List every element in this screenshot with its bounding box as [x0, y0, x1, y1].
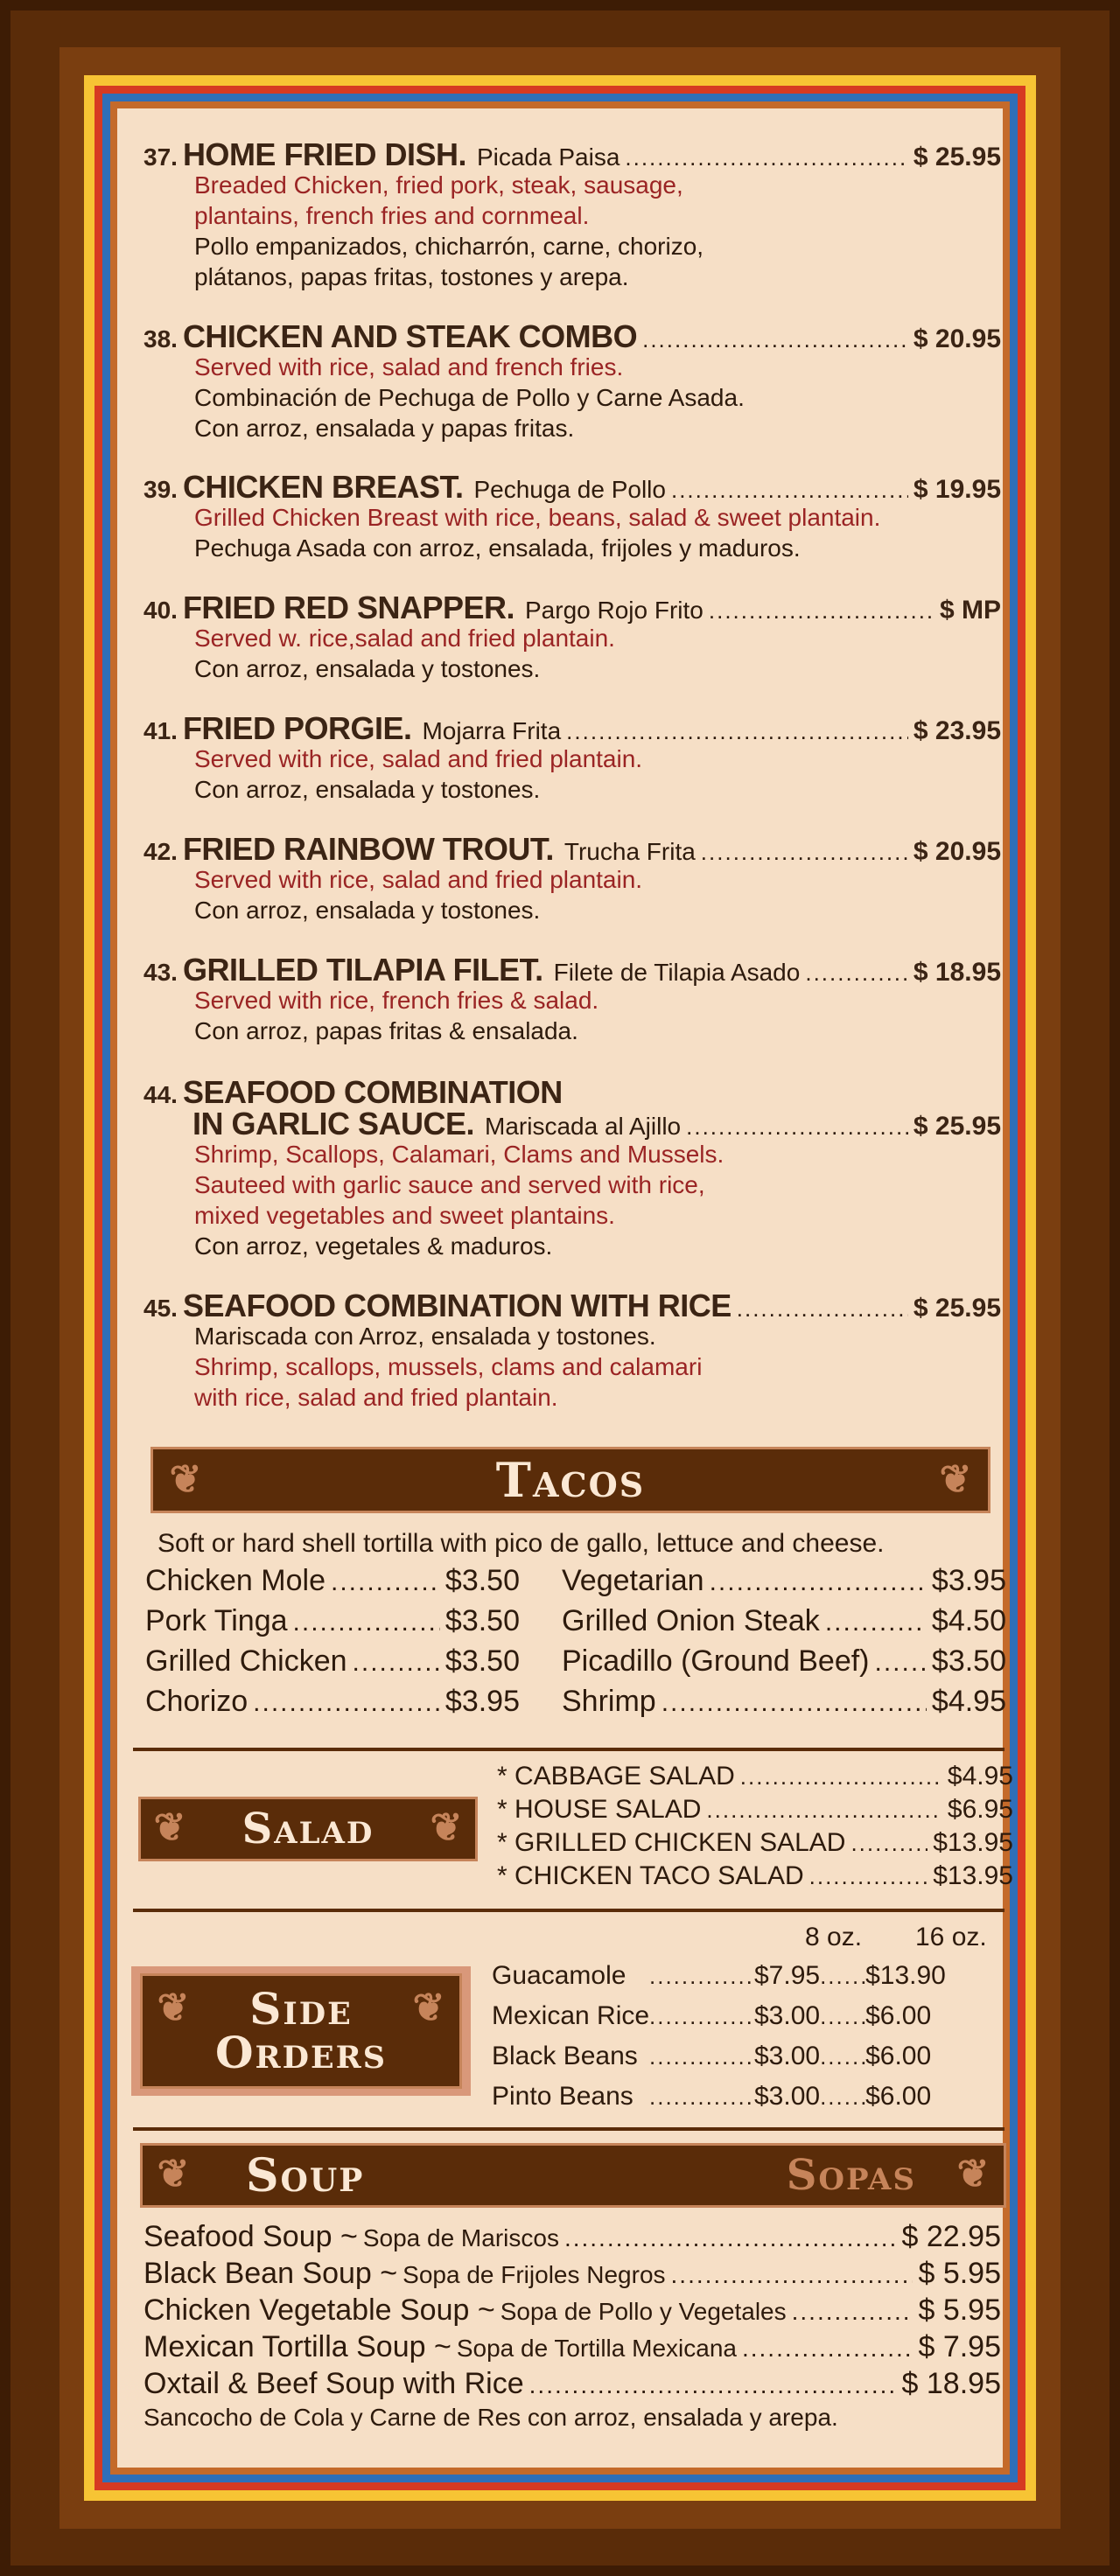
item-header	[144, 831, 1001, 867]
taco-item	[562, 1564, 1006, 1598]
item-name: IN GARLIC SAUCE.	[192, 1106, 475, 1141]
item-description-en: mixed vegetables and sweet plantains.	[194, 1202, 615, 1229]
item-number: 40.	[144, 597, 178, 624]
taco-name: Chicken Mole	[145, 1564, 326, 1597]
menu-item	[144, 952, 1006, 1046]
leader-dots	[809, 1863, 928, 1890]
item-description-es: Con arroz, papas fritas & ensalada.	[194, 1017, 578, 1044]
soup-spanish-name: Sopa de Frijoles Negros	[402, 2261, 666, 2288]
item-name: CHICKEN AND STEAK COMBO	[182, 318, 638, 354]
item-number: 43.	[144, 959, 178, 986]
menu-item	[144, 136, 1006, 292]
side-order-item	[492, 2082, 931, 2112]
item-number: 39.	[144, 476, 178, 503]
soup-footer-note: Sancocho de Cola y Carne de Res con arroz, ensalada y arepa.	[144, 2404, 838, 2431]
leader-dots	[737, 1295, 908, 1323]
leader-dots	[642, 326, 908, 353]
item-header	[144, 590, 1001, 623]
salad-item	[497, 1861, 1013, 1891]
ornament-icon: ❦	[956, 2152, 990, 2196]
item-number: 38.	[144, 325, 178, 353]
salad-price: $6.95	[947, 1795, 1013, 1824]
side-price-8oz: $7.95	[754, 1961, 821, 1990]
ornament-icon: ❦	[430, 1805, 463, 1850]
salad-name: * GRILLED CHICKEN SALAD	[497, 1828, 846, 1857]
item-header	[144, 710, 1001, 746]
taco-price: $3.50	[444, 1604, 520, 1637]
side-orders-banner	[140, 1973, 462, 2089]
taco-price: $3.50	[444, 1644, 520, 1678]
side-price-16oz: $6.00	[865, 2082, 932, 2111]
item-name: FRIED RED SNAPPER.	[182, 590, 514, 625]
taco-price: $3.50	[444, 1564, 520, 1597]
ornament-icon: ❦	[169, 1457, 202, 1502]
side-price-16oz: $6.00	[865, 2001, 932, 2030]
item-number: 45.	[144, 1295, 178, 1322]
side-name: Black Beans	[492, 2042, 638, 2070]
taco-name: Grilled Chicken	[145, 1644, 347, 1678]
item-header	[144, 952, 1001, 988]
item-header	[144, 469, 1001, 505]
tacos-subtitle: Soft or hard shell tortilla with pico de gallo, lettuce and cheese.	[158, 1529, 885, 1558]
leader-dots	[701, 839, 908, 866]
salad-name: * HOUSE SALAD	[497, 1795, 702, 1824]
soup-title-es: Sopas	[786, 2151, 916, 2200]
item-number: 41.	[144, 717, 178, 744]
item-description-es: Combinación de Pechuga de Pollo y Carne Asada.	[194, 384, 745, 411]
soup-item	[144, 2367, 1001, 2401]
item-price: $ MP	[939, 596, 1001, 625]
salad-item	[497, 1828, 1013, 1858]
taco-name: Pork Tinga	[145, 1604, 288, 1637]
taco-item	[145, 1685, 520, 1719]
leader-dots	[625, 144, 908, 171]
salad-name: * CABBAGE SALAD	[497, 1762, 735, 1791]
salad-item	[497, 1762, 1013, 1791]
item-description-es: Pechuga Asada con arroz, ensalada, frijoles y maduros.	[194, 534, 801, 562]
item-description-en: Served with rice, salad and fried plantain.	[194, 745, 643, 772]
item-description-en: Shrimp, Scallops, Calamari, Clams and Mussels.	[194, 1141, 724, 1168]
item-spanish-name: Filete de Tilapia Asado	[553, 959, 801, 986]
salad-banner	[138, 1797, 478, 1861]
leader-dots	[875, 1648, 927, 1678]
soup-banner	[140, 2143, 1006, 2208]
item-spanish-name: Mariscada al Ajillo	[485, 1113, 682, 1140]
leader-dots	[740, 1763, 942, 1791]
leader-dots	[649, 2043, 754, 2070]
soup-item	[144, 2293, 1001, 2328]
salad-title: Salad	[242, 1805, 374, 1853]
soup-spanish-name: Sopa de Mariscos	[362, 2224, 559, 2251]
ornament-icon: ❦	[153, 1805, 186, 1850]
soup-item	[144, 2257, 1001, 2291]
soup-price: $ 22.95	[901, 2220, 1001, 2253]
divider	[133, 1748, 1004, 1751]
taco-price: $3.95	[931, 1564, 1006, 1597]
item-name: SEAFOOD COMBINATION WITH RICE	[182, 1288, 732, 1323]
side-order-item	[492, 2001, 931, 2031]
leader-dots	[709, 597, 934, 625]
item-number: 42.	[144, 838, 178, 865]
soup-title: Soup	[246, 2148, 365, 2203]
leader-dots	[293, 1608, 440, 1637]
ornament-icon: ❦	[157, 1986, 190, 2030]
soup-name: Oxtail & Beef Soup with Rice	[144, 2367, 524, 2400]
item-description-en: Breaded Chicken, fried pork, steak, sausage,	[194, 171, 683, 199]
item-spanish-name: Pargo Rojo Frito	[525, 597, 704, 624]
item-description-en: Served with rice, french fries & salad.	[194, 987, 599, 1014]
soup-price: $ 18.95	[901, 2367, 1001, 2400]
item-price: $ 19.95	[913, 475, 1001, 504]
item-spanish-name: Pechuga de Pollo	[473, 476, 666, 503]
leader-dots	[649, 2084, 754, 2111]
item-description-es: Con arroz, vegetales & maduros.	[194, 1232, 553, 1260]
soup-spanish-name: Sopa de Tortilla Mexicana	[456, 2335, 737, 2362]
item-description-es: Mariscada con Arroz, ensalada y tostones.	[194, 1323, 656, 1350]
taco-item	[562, 1685, 1006, 1719]
divider	[133, 1909, 1004, 1912]
side-name: Mexican Rice	[492, 2001, 650, 2030]
leader-dots	[820, 2084, 865, 2111]
tacos-title: Tacos	[495, 1452, 646, 1508]
item-description-es: Con arroz, ensalada y tostones.	[194, 655, 541, 682]
taco-item	[145, 1604, 520, 1638]
taco-name: Picadillo (Ground Beef)	[562, 1644, 870, 1678]
soup-item	[144, 2330, 1001, 2364]
menu-item	[144, 469, 1006, 563]
leader-dots	[671, 477, 908, 504]
leader-dots	[825, 1608, 927, 1637]
side-orders-title: Orders	[214, 2027, 388, 2078]
item-header	[144, 136, 1001, 170]
soup-price: $ 5.95	[918, 2257, 1001, 2290]
side-price-8oz: $3.00	[754, 2042, 821, 2070]
ornament-icon: ❦	[412, 1986, 445, 2030]
leader-dots	[331, 1567, 440, 1597]
leader-dots	[353, 1648, 440, 1678]
item-spanish-name: Trucha Frita	[564, 838, 696, 865]
soup-name: Black Bean Soup ~	[144, 2257, 398, 2290]
item-number: 37.	[144, 143, 178, 171]
taco-price: $4.95	[931, 1685, 1006, 1718]
leader-dots	[710, 1567, 927, 1597]
item-price: $ 23.95	[913, 716, 1001, 745]
item-number: 44.	[144, 1081, 178, 1108]
taco-name: Chorizo	[145, 1685, 248, 1718]
soup-name: Chicken Vegetable Soup ~	[144, 2293, 495, 2327]
item-description-es: Con arroz, ensalada y tostones.	[194, 776, 541, 803]
side-name: Guacamole	[492, 1961, 626, 1990]
item-description-es: plátanos, papas fritas, tostones y arepa.	[194, 263, 629, 290]
side-price-8oz: $3.00	[754, 2001, 821, 2030]
leader-dots	[529, 2371, 897, 2399]
item-description-es: Pollo empanizados, chicharrón, carne, chorizo,	[194, 233, 704, 260]
item-spanish-name: Picada Paisa	[476, 143, 620, 171]
taco-item	[145, 1644, 520, 1679]
item-description-en: Shrimp, scallops, mussels, clams and calamari	[194, 1353, 703, 1380]
item-description-en: Served with rice, salad and fried plantain.	[194, 866, 643, 893]
taco-item	[562, 1604, 1006, 1638]
item-header	[144, 318, 1001, 352]
salad-name: * CHICKEN TACO SALAD	[497, 1861, 804, 1890]
item-description-en: plantains, french fries and cornmeal.	[194, 202, 590, 229]
item-description-en: Served w. rice,salad and fried plantain.	[194, 625, 615, 652]
taco-price: $4.50	[931, 1604, 1006, 1637]
item-description-es: Con arroz, ensalada y papas fritas.	[194, 415, 575, 442]
side-price-16oz: $13.90	[865, 1961, 946, 1990]
side-price-8oz: $3.00	[754, 2082, 821, 2111]
menu-item-44	[144, 1074, 1006, 1261]
item-name: FRIED RAINBOW TROUT.	[182, 831, 554, 867]
taco-item	[562, 1644, 1006, 1679]
soup-item	[144, 2220, 1001, 2254]
side-name: Pinto Beans	[492, 2082, 634, 2111]
size-header-8oz: 8 oz.	[805, 1923, 863, 1951]
menu-item	[144, 590, 1006, 684]
tacos-banner	[150, 1447, 990, 1513]
leader-dots	[253, 1688, 440, 1718]
soup-name: Seafood Soup ~	[144, 2220, 358, 2253]
ornament-icon: ❦	[939, 1457, 972, 1502]
soup-name: Mexican Tortilla Soup ~	[144, 2330, 452, 2363]
item-description-en: Grilled Chicken Breast with rice, beans, salad & sweet plantain.	[194, 504, 881, 531]
item-price: $ 18.95	[913, 958, 1001, 987]
item-description-en: Served with rice, salad and french fries.	[194, 353, 624, 380]
leader-dots	[686, 1113, 908, 1141]
side-orders-title: Side	[249, 1983, 353, 2035]
divider	[133, 2127, 1004, 2131]
taco-price: $3.95	[444, 1685, 520, 1718]
side-order-item	[492, 1961, 946, 1991]
leader-dots	[805, 960, 908, 987]
menu-item	[144, 710, 1006, 805]
menu-item	[144, 318, 1006, 443]
taco-name: Shrimp	[562, 1685, 656, 1718]
salad-price: $13.95	[933, 1861, 1013, 1890]
leader-dots	[706, 1797, 942, 1824]
leader-dots	[649, 2003, 754, 2030]
item-price: $ 20.95	[913, 837, 1001, 866]
ornament-icon: ❦	[157, 2152, 190, 2196]
side-price-16oz: $6.00	[865, 2042, 932, 2070]
leader-dots	[820, 2043, 865, 2070]
item-description-en: with rice, salad and fried plantain.	[194, 1384, 558, 1411]
menu-item-45	[144, 1288, 1006, 1413]
item-price: $ 25.95	[913, 1294, 1001, 1323]
item-price: $ 25.95	[913, 1112, 1001, 1141]
leader-dots	[742, 2335, 914, 2363]
soup-price: $ 5.95	[918, 2293, 1001, 2327]
leader-dots	[564, 2224, 897, 2252]
item-price: $ 20.95	[913, 325, 1001, 353]
leader-dots	[820, 2003, 865, 2030]
item-name: CHICKEN BREAST.	[182, 469, 464, 505]
item-name: HOME FRIED DISH.	[182, 136, 466, 172]
menu-item	[144, 831, 1006, 925]
leader-dots	[820, 1963, 865, 1990]
soup-price: $ 7.95	[918, 2330, 1001, 2363]
side-order-item	[492, 2042, 931, 2071]
salad-price: $4.95	[947, 1762, 1013, 1791]
taco-name: Vegetarian	[562, 1564, 704, 1597]
item-description-en: Sauteed with garlic sauce and served with rice,	[194, 1171, 705, 1198]
leader-dots	[649, 1963, 754, 1990]
leader-dots	[792, 2298, 914, 2326]
item-price: $ 25.95	[913, 143, 1001, 171]
taco-name: Grilled Onion Steak	[562, 1604, 820, 1637]
item-spanish-name: Mojarra Frita	[422, 717, 562, 744]
leader-dots	[850, 1830, 928, 1857]
taco-price: $3.50	[931, 1644, 1006, 1678]
leader-dots	[662, 1688, 927, 1718]
item-name: FRIED PORGIE.	[182, 710, 412, 746]
salad-item	[497, 1795, 1013, 1825]
item-name: SEAFOOD COMBINATION	[182, 1074, 563, 1110]
salad-price: $13.95	[933, 1828, 1013, 1857]
item-name: GRILLED TILAPIA FILET.	[182, 952, 543, 988]
taco-item	[145, 1564, 520, 1598]
item-description-es: Con arroz, ensalada y tostones.	[194, 897, 541, 924]
soup-spanish-name: Sopa de Pollo y Vegetales	[500, 2298, 787, 2325]
leader-dots	[566, 718, 908, 745]
leader-dots	[671, 2261, 914, 2289]
size-header-16oz: 16 oz.	[915, 1923, 987, 1951]
